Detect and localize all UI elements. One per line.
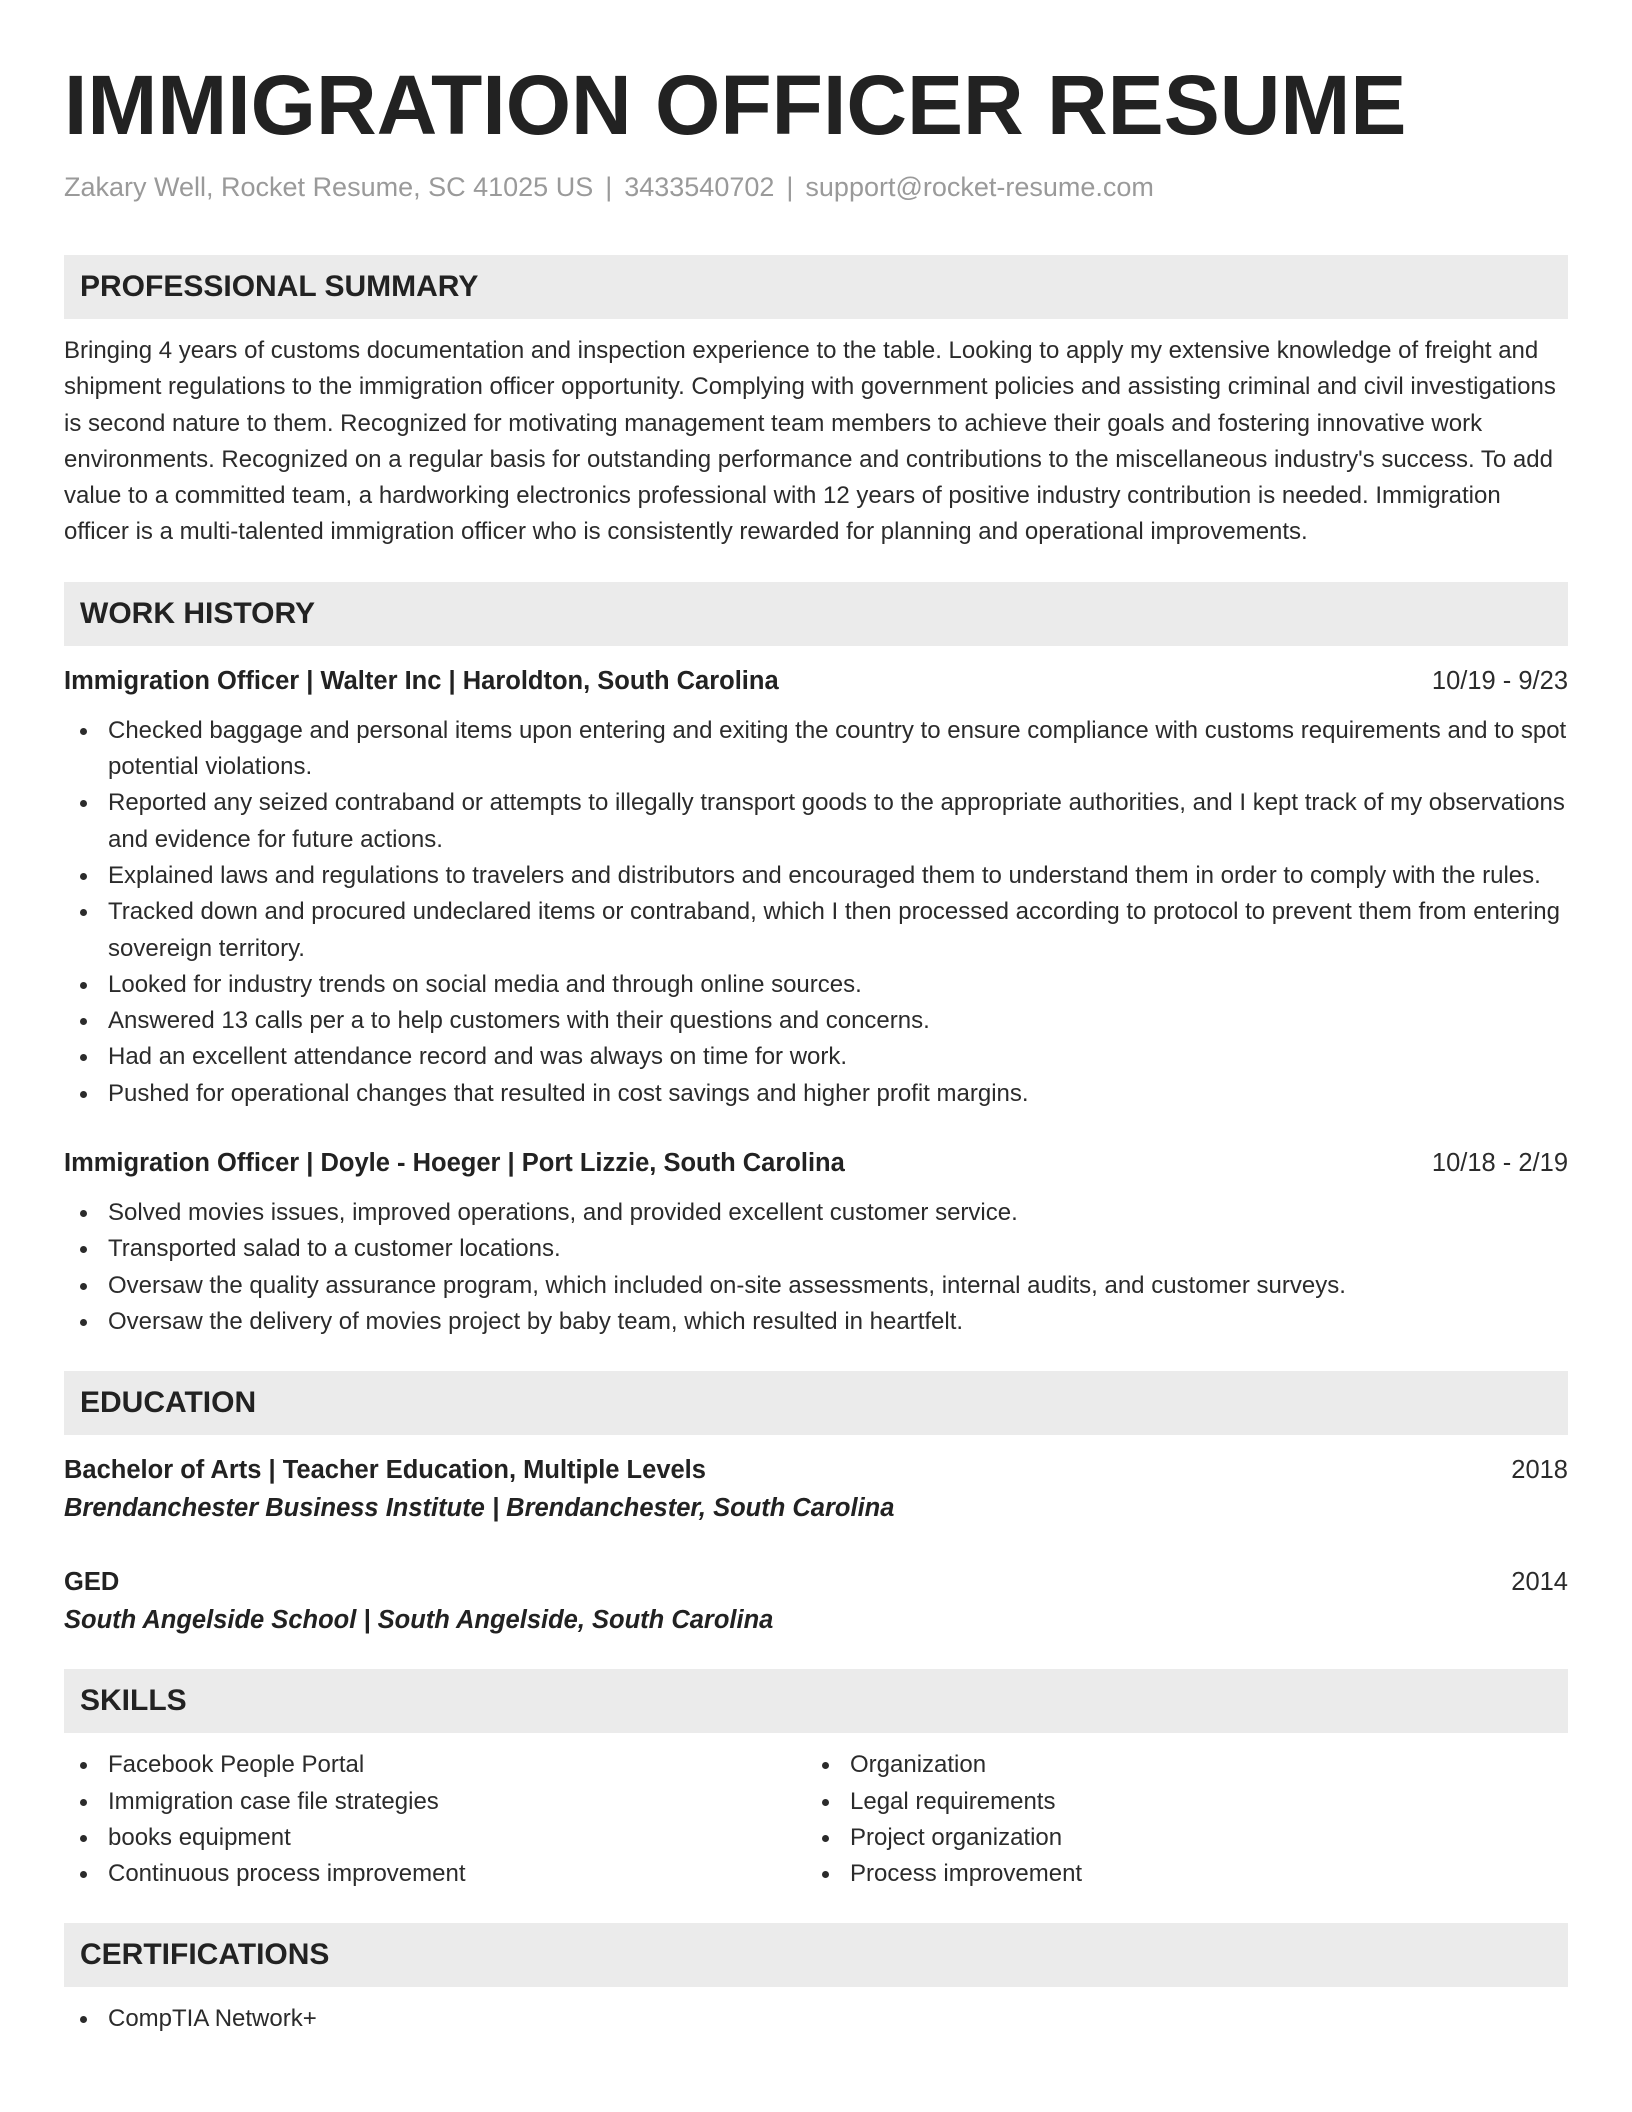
education-entry — [64, 1564, 1568, 1638]
skill-item: Immigration case file strategies — [64, 1784, 806, 1820]
job-bullet-list — [64, 713, 1568, 1112]
job-entry — [64, 1145, 1568, 1340]
summary-text: Bringing 4 years of customs documentation and inspection experience to the table. Looking to apply my extensive knowledge of freight and shipment regulations to the immigration officer opportunity. Complying with government policies and assisting criminal and civil investigations is second nature to them. Recognized for motivating management team members to achieve their goals and fostering innovative work environments. Recognized on a regular basis for outstanding performance and contributions to the miscellaneous industry's success. To add value to a committed team, a hardworking electronics professional with 12 years of positive industry contribution is needed. Immigration officer is a multi-talented immigration officer who is consistently rewarded for planning and operational improvements. — [64, 337, 1556, 546]
work-history-section-header: WORK HISTORY — [64, 582, 1568, 646]
education-year: 2018 — [1511, 1456, 1568, 1485]
contact-line — [64, 170, 1568, 204]
skills-list — [806, 1747, 1548, 1892]
job-dates: 10/19 - 9/23 — [1431, 666, 1568, 695]
skill-item: Legal requirements — [806, 1784, 1548, 1820]
job-bullet: Oversaw the quality assurance program, which included on-site assessments, internal audits, and customer surveys. — [64, 1268, 1568, 1304]
skill-item: Facebook People Portal — [64, 1747, 806, 1783]
job-bullet: Solved movies issues, improved operations, and provided excellent customer service. — [64, 1195, 1568, 1231]
education-header — [64, 1564, 1568, 1600]
education-year: 2014 — [1511, 1568, 1568, 1597]
certifications-section-header: CERTIFICATIONS — [64, 1923, 1568, 1987]
skill-item: Project organization — [806, 1820, 1548, 1856]
job-bullet: Transported salad to a customer locations. — [64, 1231, 1568, 1267]
skill-item: Organization — [806, 1747, 1548, 1783]
contact-separator: | — [605, 172, 613, 202]
education-section-header: EDUCATION — [64, 1371, 1568, 1435]
skills-column-right — [806, 1747, 1548, 1892]
skills-column-left — [64, 1747, 806, 1892]
job-bullet: Looked for industry trends on social media and through online sources. — [64, 967, 1568, 1003]
education-degree: Bachelor of Arts | Teacher Education, Multiple Levels — [64, 1456, 706, 1485]
job-bullet: Pushed for operational changes that resulted in cost savings and higher profit margins. — [64, 1076, 1568, 1112]
skills-section-header: SKILLS — [64, 1669, 1568, 1733]
job-bullet: Reported any seized contraband or attempts to illegally transport goods to the appropriate authorities, and I kept track of my observations and evidence for future actions. — [64, 785, 1568, 858]
contact-email: support@rocket-resume.com — [805, 172, 1154, 202]
education-entry — [64, 1452, 1568, 1526]
contact-address: Zakary Well, Rocket Resume, SC 41025 US — [64, 172, 594, 202]
job-bullet: Answered 13 calls per a to help customers with their questions and concerns. — [64, 1003, 1568, 1039]
job-bullet: Checked baggage and personal items upon entering and exiting the country to ensure compliance with customs requirements and to spot potential violations. — [64, 713, 1568, 786]
job-dates: 10/18 - 2/19 — [1431, 1149, 1568, 1178]
certification-item: CompTIA Network+ — [64, 2001, 1568, 2037]
skill-item: Process improvement — [806, 1856, 1548, 1892]
job-header — [64, 663, 1568, 699]
summary-section-header: PROFESSIONAL SUMMARY — [64, 255, 1568, 319]
job-header — [64, 1145, 1568, 1181]
job-entry — [64, 663, 1568, 1112]
job-bullet: Had an excellent attendance record and was always on time for work. — [64, 1039, 1568, 1075]
contact-phone: 3433540702 — [624, 172, 775, 202]
skill-item: Continuous process improvement — [64, 1856, 806, 1892]
job-bullet: Explained laws and regulations to travelers and distributors and encouraged them to understand them in order to comply with the rules. — [64, 858, 1568, 894]
job-bullet: Oversaw the delivery of movies project by baby team, which resulted in heartfelt. — [64, 1304, 1568, 1340]
job-bullet-list — [64, 1195, 1568, 1340]
job-bullet: Tracked down and procured undeclared items or contraband, which I then processed according to protocol to prevent them from entering sovereign territory. — [64, 894, 1568, 967]
job-title: Immigration Officer | Walter Inc | Haroldton, South Carolina — [64, 666, 779, 695]
skill-item: books equipment — [64, 1820, 806, 1856]
certifications-list — [64, 2001, 1568, 2037]
education-header — [64, 1452, 1568, 1488]
resume-title: IMMIGRATION OFFICER RESUME — [64, 58, 1407, 152]
job-title: Immigration Officer | Doyle - Hoeger | Port Lizzie, South Carolina — [64, 1149, 845, 1178]
education-school: Brendanchester Business Institute | Brendanchester, South Carolina — [64, 1494, 895, 1523]
skills-list — [64, 1747, 806, 1892]
education-school: South Angelside School | South Angelside, South Carolina — [64, 1606, 774, 1635]
contact-separator: | — [786, 172, 794, 202]
skills-grid — [64, 1747, 1568, 1892]
education-degree: GED — [64, 1568, 120, 1597]
